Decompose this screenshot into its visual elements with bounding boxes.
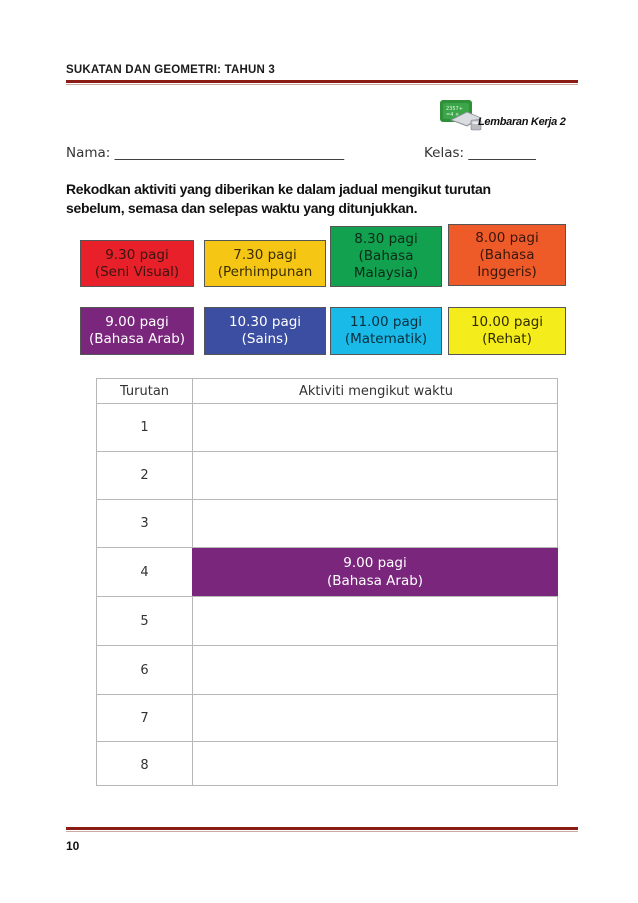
- activity-cell-text: 9.00 pagi: [343, 555, 407, 571]
- row-number: 7: [140, 710, 149, 726]
- class-field: Kelas: __________: [424, 145, 536, 161]
- card-text-line: (Rehat): [482, 331, 532, 347]
- card-text-line: (Seni Visual): [94, 263, 180, 280]
- row-number: 4: [140, 564, 149, 580]
- instruction-line-1: Rekodkan aktiviti yang diberikan ke dalam jadual mengikut turutan: [66, 181, 491, 197]
- card-text-line: 10.00 pagi: [470, 314, 544, 330]
- activity-card-bahasa-inggeris: [448, 224, 566, 286]
- row-number: 1: [140, 420, 149, 435]
- column-header-aktiviti: Aktiviti mengikut waktu: [298, 383, 454, 399]
- card-text-line: 10.30 pagi: [228, 314, 302, 330]
- card-text-line: (Bahasa Arab): [88, 331, 186, 347]
- page-header-title: SUKATAN DAN GEOMETRI: TAHUN 3: [66, 64, 275, 76]
- activity-cell-filled: [192, 548, 558, 596]
- card-text-line: (Sains): [241, 331, 289, 347]
- card-text-line: (Perhimpunan: [217, 263, 313, 280]
- activity-card-bahasa-malaysia: [330, 226, 442, 287]
- card-text-line: 9.00 pagi: [105, 314, 169, 330]
- card-text-line: 8.30 pagi: [354, 231, 418, 247]
- row-number: 8: [140, 757, 149, 773]
- svg-text:2357+: 2357+: [446, 106, 463, 112]
- card-text-line: Inggeris): [477, 263, 537, 280]
- page-number: 10: [66, 839, 80, 853]
- instruction-line-2: sebelum, semasa dan selepas waktu yang ditunjukkan.: [66, 200, 418, 216]
- activity-card-seni-visual: [80, 240, 194, 287]
- activity-cell-text: (Bahasa Arab): [326, 573, 424, 589]
- name-field: Nama: __________________________________: [66, 145, 345, 161]
- row-number: 6: [140, 662, 149, 678]
- sequence-table: [96, 378, 558, 786]
- card-text-line: Malaysia): [353, 265, 419, 281]
- activity-card-bahasa-arab: [80, 307, 194, 355]
- card-text-line: (Bahasa: [479, 246, 535, 263]
- card-text-line: 8.00 pagi: [475, 229, 539, 246]
- card-text-line: (Bahasa: [358, 248, 414, 264]
- worksheet-label: Lembaran Kerja 2: [478, 116, 566, 128]
- activity-card-matematik: [330, 307, 442, 355]
- instruction-text: [66, 180, 586, 218]
- row-number: 3: [140, 516, 149, 531]
- activity-card-sains: [204, 307, 326, 355]
- header-rule: [66, 80, 578, 83]
- svg-text:=4 ×: =4 ×: [446, 112, 460, 118]
- card-text-line: 9.30 pagi: [105, 246, 169, 263]
- card-text-line: 7.30 pagi: [233, 246, 297, 263]
- row-number: 2: [140, 468, 149, 483]
- footer-rule: [66, 827, 578, 830]
- header-rule-shadow: [66, 84, 578, 85]
- activity-card-perhimpunan: [204, 240, 326, 287]
- row-number: 5: [140, 613, 149, 629]
- column-header-turutan: Turutan: [119, 383, 170, 399]
- card-text-line: (Matematik): [344, 331, 428, 347]
- activity-card-rehat: [448, 307, 566, 355]
- card-text-line: 11.00 pagi: [349, 314, 423, 330]
- footer-rule-shadow: [66, 831, 578, 832]
